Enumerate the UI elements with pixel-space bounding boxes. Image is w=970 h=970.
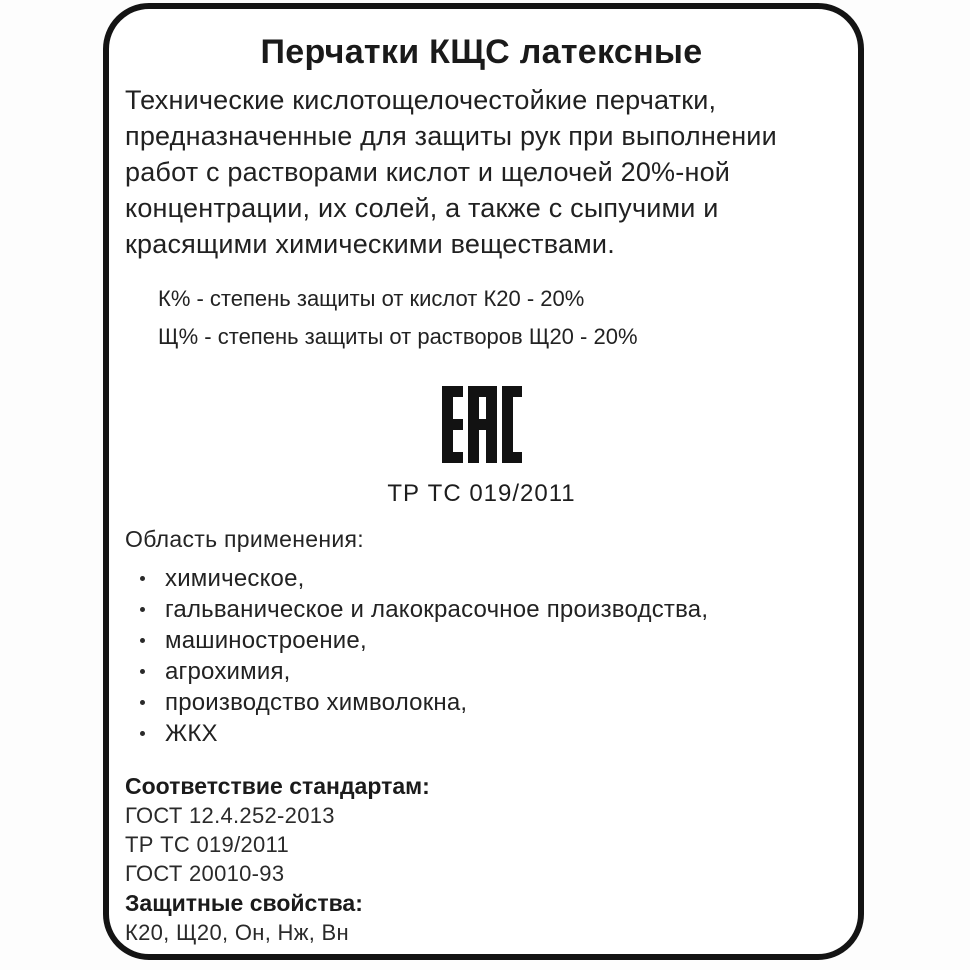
- certification-block: [125, 386, 838, 508]
- list-item: [125, 656, 838, 687]
- list-item: [125, 718, 838, 749]
- standards-section: [125, 771, 838, 888]
- alkali-protection-note: Щ% - степень защиты от растворов Щ20 - 20%: [158, 324, 638, 349]
- standards-heading: Соответствие стандартам:: [125, 773, 430, 799]
- eac-conformity-mark-icon: [442, 386, 522, 463]
- product-description: Технические кислотощелочестойкие перчатки, предназначенные для защиты рук при выполнении работ с растворами кислот и щелочей 20%-ной концентрации, их солей, а также с сыпучими и красящими химическими веществами.: [125, 85, 777, 259]
- standard-item: ГОСТ 20010-93: [125, 861, 285, 886]
- bullet-dot-icon: [140, 576, 145, 581]
- bullet-dot-icon: [140, 731, 145, 736]
- technical-regulation-number: ТР ТС 019/2011: [387, 480, 576, 507]
- list-item: [125, 594, 838, 625]
- acid-protection-note: К% - степень защиты от кислот К20 - 20%: [158, 286, 585, 311]
- bullet-dot-icon: [140, 607, 145, 612]
- list-item: [125, 625, 838, 656]
- list-item-label: химическое,: [165, 565, 305, 592]
- protective-properties-heading: Защитные свойства:: [125, 890, 363, 916]
- list-item: [125, 687, 838, 718]
- bullet-dot-icon: [140, 638, 145, 643]
- list-item-label: производство химволокна,: [165, 689, 468, 716]
- product-info-card: [103, 3, 864, 960]
- list-item-label: ЖКХ: [165, 720, 218, 747]
- product-title: Перчатки КЩС латексные: [260, 33, 703, 71]
- application-heading: Область применения:: [125, 526, 364, 552]
- list-item: [125, 563, 838, 594]
- card-content: [109, 9, 858, 947]
- bullet-dot-icon: [140, 700, 145, 705]
- protection-degree-notes: [158, 280, 838, 356]
- standard-item: ТР ТС 019/2011: [125, 832, 289, 857]
- list-item-label: машиностроение,: [165, 627, 367, 654]
- bullet-dot-icon: [140, 669, 145, 674]
- standard-item: ГОСТ 12.4.252-2013: [125, 803, 335, 828]
- protective-properties-value: К20, Щ20, Он, Нж, Вн: [125, 920, 349, 945]
- list-item-label: агрохимия,: [165, 658, 291, 685]
- protective-properties-section: [125, 888, 838, 947]
- application-list: [125, 563, 838, 749]
- list-item-label: гальваническое и лакокрасочное производства,: [165, 596, 709, 623]
